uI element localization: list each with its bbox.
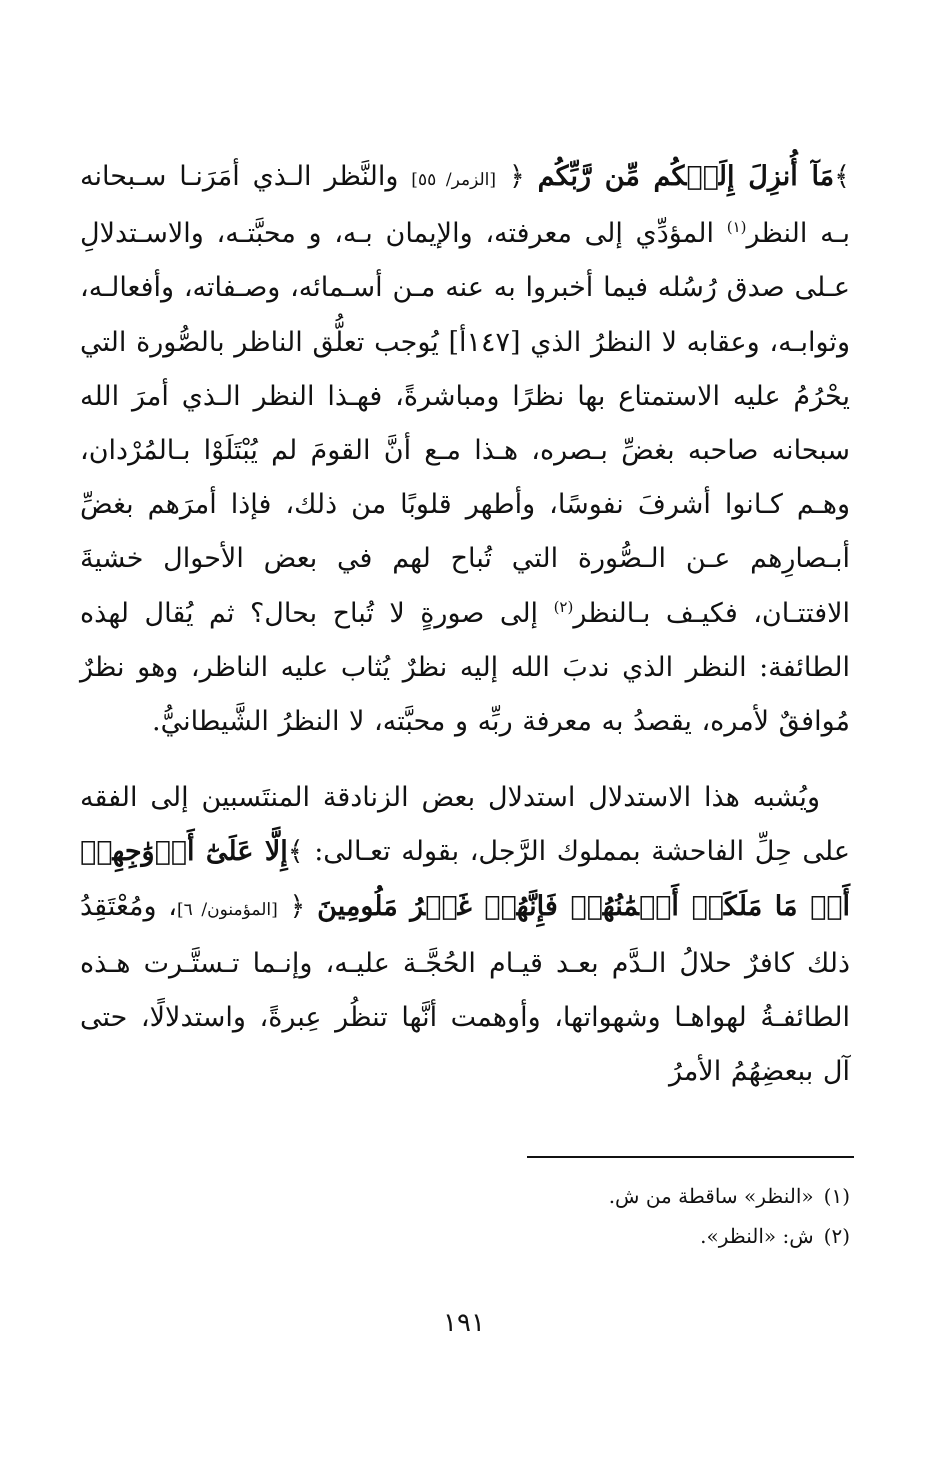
page-number: ١٩١: [443, 1308, 485, 1338]
quran-open-bracket: ﴾: [834, 161, 850, 192]
footnote-ref-1: (١): [726, 218, 747, 237]
paragraph-1: [80, 150, 850, 749]
quran-close-bracket: ﴿: [508, 161, 525, 192]
paragraph-1-text-a: والنَّظر الـذي أمَرَنـا سـبحانه بـه النظر: [80, 161, 850, 250]
footnote-number: (٢): [823, 1224, 850, 1248]
footnotes: [80, 1176, 850, 1256]
footnote-1: [80, 1176, 850, 1216]
quran-verse-2: إِلَّا عَلَىٰٓ أَزۡوَٰجِهِمۡ أَوۡ مَا مَلَكَتۡ أَيۡمَٰنُهُمۡ فَإِنَّهُمۡ غَيۡرُ مَلُومِينَ: [80, 836, 850, 922]
footnote-text: «النظر» ساقطة من ش.: [608, 1184, 814, 1208]
paragraph-2-text-a: ويُشبه هذا الاستدلال استدلال بعض الزنادقة المنتَسبين إلى الفقه على حِلِّ الفاحشة بمملوك الرَّجل، بقوله تعـالى:: [80, 782, 850, 868]
verse-citation-1: [الزمر/ ٥٥]: [411, 170, 497, 190]
footnote-text: ش: «النظر».: [700, 1224, 814, 1248]
quran-verse-1: مَآ أُنزِلَ إِلَيۡكُم مِّن رَّبِّكُم: [537, 161, 835, 192]
footnote-separator: [527, 1156, 854, 1158]
paragraph-1-text-b: المؤدِّي إلى معرفته، والإيمان بـه، و محبَّتـه، والاسـتدلالِ عـلى صدق رُسُله فيما أخبروا به عنه مـن أسـمائه، وصـفاته، وأفعالـه، وثوابـه، وعقابه لا النظرُ الذي [١٤٧أ] يُوجب تعلُّق الناظر بالصُّورة التي يحْرُمُ عليه الاستمتاع بها نظرًا ومباشرةً، فهـذا النظر الـذي أمرَ الله سبحانه صاحبه بغضِّ بـصره، هـذا مـع أنَّ القومَ لم يُبْتَلَوْا بـالمُرْدان، وهـم كـانوا أشرفَ نفوسًا، وأطهر قلوبًا من ذلك، فإذا أمرَهم بغضِّ أبـصارِهم عـن الـصُّورة التي تُباح لهم في بعض الأحوال خشيةَ الافتتـان، فكيـف بـالنظر: [80, 218, 851, 629]
paragraph-1-text-c: إلى صورةٍ لا تُباح بحال؟ ثم يُقال لهذه الطائفة: النظر الذي ندبَ الله إليه نظرٌ يُثاب عليه الناظر، وهو نظرٌ مُوافقٌ لأمره، يقصدُ به معرفة ربِّه و محبَّته، لا النظرُ الشَّيطانيُّ.: [80, 597, 850, 738]
footnote-2: [80, 1216, 850, 1256]
verse-citation-2: [المؤمنون/ ٦]: [177, 899, 278, 920]
paragraph-2: [80, 771, 850, 1099]
quran-close-bracket-2: ﴿: [289, 890, 306, 922]
footnote-ref-2: (٢): [553, 597, 574, 616]
paragraph-2-text-b: ، ومُعْتَقِدُ ذلك كافرٌ حلالُ الـدَّم بعـد قيـام الحُجَّـة عليـه، وإنـما تـستَّـرت هـذه الطائفـةُ لهواهـا وشهواتها، وأوهمت أنَّها تنظُر عِبرةً، واستدلالًا، حتى آل ببعضِهُمُ الأمرُ: [80, 890, 850, 1088]
quran-open-bracket-2: ﴾: [287, 836, 304, 868]
footnote-number: (١): [823, 1184, 850, 1208]
